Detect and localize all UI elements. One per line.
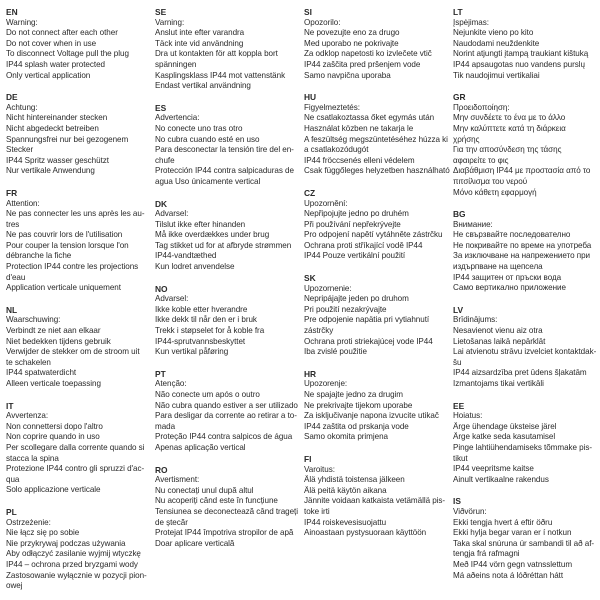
warning-line: Para desligar da corrente ao retirar a to-: [155, 411, 297, 421]
warning-line: Csak függőleges helyzetben használható: [304, 166, 450, 176]
language-code: HU: [304, 92, 317, 103]
warning-line: Verbindt ze niet aan elkaar: [6, 326, 101, 336]
warning-block-lv: [453, 305, 600, 390]
warning-line: Само вертикално приложение: [453, 283, 566, 293]
warning-line: tikut: [453, 453, 468, 463]
warning-heading: Ostrzeżenie:: [6, 517, 51, 527]
warning-line: Doar aplicare verticală: [155, 538, 235, 548]
warning-heading: Viðvörun:: [453, 506, 487, 516]
warning-block-fi: [304, 454, 453, 539]
warning-line: Samo navpična uporaba: [304, 70, 391, 80]
warning-line: qua: [6, 474, 20, 484]
warning-line: Nicht hintereinander stecken: [6, 113, 108, 123]
warning-line: owej: [6, 581, 23, 591]
warning-line: Med uporabo ne pokrivajte: [304, 38, 399, 48]
warning-block-sk: [304, 273, 453, 358]
warning-line: Zastosowanie wyłącznie w pozycji pion-: [6, 570, 147, 580]
warning-line: Não cubra quando estiver a ser utilizado: [155, 400, 298, 410]
warning-heading: Advarsel:: [155, 294, 189, 304]
warning-heading: Внимание:: [453, 219, 493, 229]
warning-line: Tensiunea se deconectează când trageți: [155, 506, 298, 516]
warning-line: Kasplingsklass IP44 mot vattenstänk: [155, 70, 286, 80]
warning-line: Lietošanas laikā nepārklāt: [453, 336, 546, 346]
warning-line: Nie przykrywaj podczas używania: [6, 538, 126, 548]
warning-line: Naudodami neuždenkite: [453, 38, 540, 48]
warning-line: Með IP44 vörn gegn vatnsslettum: [453, 559, 573, 569]
warning-line: Tilslut ikke efter hinanden: [155, 219, 246, 229]
warning-line: IP44 veepritsme kaitse: [453, 464, 534, 474]
warning-line: Μην καλύπτετε κατά τη διάρκεια: [453, 123, 566, 133]
warning-line: Nesavienot vienu aiz otra: [453, 326, 543, 336]
warning-line: IP44 roiskevesisuojattu: [304, 517, 387, 527]
warning-line: IP44 zaštita od prskanja vode: [304, 421, 409, 431]
warning-line: Lai atvienotu strāvu izvelciet kontaktdak-: [453, 347, 597, 357]
warning-line: Pri použití nezakrývajte: [304, 304, 387, 314]
warning-line: Endast vertikal användning: [155, 81, 251, 91]
warning-line: αφαιρείτε το φις: [453, 155, 509, 165]
warning-line: No conecte uno tras otro: [155, 123, 243, 133]
warning-line: Ne povezujte eno za drugo: [304, 28, 400, 38]
warning-line: χρήσης: [453, 134, 480, 144]
language-code: DK: [155, 198, 168, 209]
warning-line: Při používání nepřekrývejte: [304, 219, 401, 229]
warning-line: A feszültség megszüntetéséhez húzza ki: [304, 134, 448, 144]
language-code: FI: [304, 453, 312, 464]
language-code: FR: [6, 187, 18, 198]
warning-line: Nicht abgedeckt betreiben: [6, 123, 99, 133]
warning-line: IP44 zaščita pred pršenjem vode: [304, 59, 421, 69]
warning-line: a csatlakozódugót: [304, 145, 369, 155]
warning-block-si: [304, 7, 453, 81]
warning-line: Za isključivanje napona izvucite utikač: [304, 411, 439, 421]
warning-block-lt: [453, 7, 600, 81]
warning-block-dk: [155, 199, 304, 273]
warning-heading: Warning:: [6, 17, 38, 27]
language-code: CZ: [304, 187, 316, 198]
warning-heading: Avertisment:: [155, 475, 200, 485]
warning-line: chufe: [155, 155, 175, 165]
warning-heading: Upozornenie:: [304, 283, 352, 293]
warning-line: šu: [453, 357, 462, 367]
warning-line: Application verticale uniquement: [6, 283, 121, 293]
warning-line: πιτσίλισμα του νερού: [453, 176, 528, 186]
warning-line: Spannungsfrei nur bei gezogenem: [6, 134, 129, 144]
warning-block-nl: [6, 305, 155, 390]
warning-heading: Waarschuwing:: [6, 315, 61, 325]
warning-line: IP44 Spritz wasser geschützt: [6, 155, 109, 165]
warning-heading: Attention:: [6, 198, 40, 208]
warning-heading: Advarsel:: [155, 209, 189, 219]
warning-line: Ne csatlakoztassa őket egymás után: [304, 113, 435, 123]
language-code: LT: [453, 7, 463, 17]
language-code: SI: [304, 7, 312, 17]
warning-line: tres: [6, 219, 20, 229]
warning-block-ro: [155, 465, 304, 550]
warning-line: Ärge katke seda kasutamisel: [453, 432, 556, 442]
warning-heading: Opozorilo:: [304, 17, 341, 27]
warning-line: Ne pas connecter les uns après les au-: [6, 209, 145, 219]
warning-line: spänningen: [155, 59, 197, 69]
warning-line: Per scollegare dalla corrente quando si: [6, 442, 145, 452]
warning-block-bg: [453, 209, 600, 294]
warning-line: Taka skal snúruna úr sambandi til að af-: [453, 538, 595, 548]
warning-block-se: [155, 7, 304, 92]
language-code: IT: [6, 400, 14, 411]
warning-heading: Advertencia:: [155, 113, 200, 123]
warning-line: Ne pas couvrir lors de l'utilisation: [6, 230, 123, 240]
warning-line: Täck inte vid användning: [155, 38, 244, 48]
warning-line: IP44 защитен от пръски вода: [453, 272, 562, 282]
warning-line: Nepripájajte jeden po druhom: [304, 294, 409, 304]
warning-line: Älä peitä käytön aikana: [304, 485, 387, 495]
warning-line: IP44 spatwaterdicht: [6, 368, 77, 378]
warning-line: IP44 Pouze vertikální použití: [304, 251, 406, 261]
warning-line: Do not connect after each other: [6, 28, 118, 38]
warning-heading: Προειδοποίηση:: [453, 102, 510, 112]
warning-line: Használat közben ne takarja le: [304, 123, 414, 133]
warning-heading: Brīdinājums:: [453, 315, 498, 325]
warning-line: Solo applicazione verticale: [6, 485, 101, 495]
warning-line: Ochrana proti striekajúcej vode IP44: [304, 336, 433, 346]
warning-line: Ekki hylja begar varan er í notkun: [453, 528, 572, 538]
warning-block-cz: [304, 188, 453, 262]
warning-line: Kun vertikal påføring: [155, 347, 229, 357]
warning-line: Ne prekrivajte tijekom uporabe: [304, 400, 413, 410]
warning-line: d'eau: [6, 272, 26, 282]
column-3: [304, 7, 453, 600]
language-code: PL: [6, 506, 17, 517]
warning-block-fr: [6, 188, 155, 294]
warning-heading: Atenção:: [155, 379, 187, 389]
column-2: [155, 7, 304, 600]
warning-heading: Įspėjimas:: [453, 17, 489, 27]
language-code: SE: [155, 7, 167, 17]
warning-line: agua Uso únicamente vertical: [155, 176, 261, 186]
warning-line: Protección IP44 contra salpicaduras de: [155, 166, 294, 176]
warning-line: débranche la fiche: [6, 251, 72, 261]
warning-line: Pre odpojenie napätia pri vytiahnutí: [304, 315, 430, 325]
warning-line: Pro odpojení napětí vytáhněte zástrčku: [304, 230, 443, 240]
warning-line: Για την αποσύνδεση της τάσης: [453, 145, 562, 155]
warning-line: Μην συνδέετε το ένα με το άλλο: [453, 113, 566, 123]
warning-heading: Avvertenza:: [6, 411, 49, 421]
warning-line: Iba zvislé použitie: [304, 347, 367, 357]
warning-line: Protezione IP44 contro gli spruzzi d'ac-: [6, 464, 145, 474]
warning-line: Protection IP44 contre les projections: [6, 262, 139, 272]
warning-heading: Achtung:: [6, 102, 38, 112]
warning-block-de: [6, 92, 155, 177]
warning-heading: Upozorenje:: [304, 379, 348, 389]
warning-block-it: [6, 401, 155, 496]
column-1: [6, 7, 155, 600]
warning-line: Za odklop napetosti ko izvlečete vtič: [304, 49, 432, 59]
warning-line: Ne spajajte jedno za drugim: [304, 390, 403, 399]
language-code: GR: [453, 92, 466, 103]
warning-line: Nie łącz się po sobie: [6, 528, 80, 538]
warning-block-pt: [155, 369, 304, 454]
warning-line: Aby odłączyć zasilanie wyjmij wtyczkę: [6, 549, 141, 559]
warning-line: IP44 fröccsenés elleni védelem: [304, 155, 415, 165]
warning-line: Samo okomita primjena: [304, 432, 388, 442]
warning-line: Norint atjungti įtampą traukiant kištuką: [453, 49, 589, 59]
warning-heading: Upozornění:: [304, 198, 348, 208]
language-code: DE: [6, 92, 18, 103]
warning-line: te schakelen: [6, 357, 51, 367]
language-code: ES: [155, 102, 167, 113]
warning-line: Не покривайте по време на употреба: [453, 240, 592, 250]
warning-line: Nu acoperiți când este în funcțiune: [155, 496, 278, 506]
warning-line: IP44 splash water protected: [6, 59, 105, 69]
warning-line: Stecker: [6, 145, 34, 155]
language-code: HR: [304, 368, 317, 379]
language-code: NO: [155, 283, 168, 294]
warning-line: Pinge lahtiühendamiseks tõmmake pis-: [453, 442, 593, 452]
language-code: EE: [453, 400, 465, 411]
warning-line: IP44-sprutvannsbeskyttet: [155, 336, 246, 346]
warning-line: Izmantojams tikai vertikāli: [453, 379, 544, 388]
warning-line: Μόνο κάθετη εφαρμογή: [453, 187, 537, 197]
warning-heading: Hoiatus:: [453, 411, 483, 421]
warning-line: Verwijder de stekker om de stroom uit: [6, 347, 140, 357]
warning-block-is: [453, 496, 600, 581]
warning-line: Ochrana proti stříkající vodě IP44: [304, 240, 423, 250]
warning-line: Nepřipojujte jedno po druhém: [304, 209, 409, 219]
language-code: RO: [155, 464, 168, 475]
warning-block-hu: [304, 92, 453, 177]
warning-line: Only vertical application: [6, 70, 91, 80]
warning-block-gr: [453, 92, 600, 198]
warning-line: IP44 aizsardzība pret ūdens šļakatām: [453, 368, 587, 378]
warning-line: Apenas aplicação vertical: [155, 442, 246, 452]
language-code: LV: [453, 304, 464, 315]
warning-line: IP44-vandtæthed: [155, 251, 217, 261]
warning-line: Ainult vertikaalne rakendus: [453, 474, 549, 484]
warning-line: Tag stikket ud for at afbryde strømmen: [155, 240, 292, 250]
warning-line: Ainoastaan pystysuoraan käyttöön: [304, 528, 427, 538]
language-code: IS: [453, 496, 461, 507]
warning-line: Nur vertikale Anwendung: [6, 166, 95, 176]
warning-line: mada: [155, 421, 176, 431]
warning-line: Ikke koble etter hverandre: [155, 304, 248, 314]
warning-line: Älä yhdistä toistensa jälkeen: [304, 475, 405, 485]
warning-line: IP44 – ochrona przed bryzgami wody: [6, 559, 138, 569]
warning-line: Не свързвайте последователно: [453, 230, 571, 240]
warning-line: tengja frá rafmagni: [453, 549, 520, 559]
warning-line: Alleen verticale toepassing: [6, 379, 101, 388]
warning-line: toke irti: [304, 506, 330, 516]
language-code: SK: [304, 273, 316, 284]
warning-line: To disconnect Voltage pull the plug: [6, 49, 129, 59]
warning-line: Nu conectați unul după altul: [155, 485, 254, 495]
warning-line: Trekk i støpselet for å koble fra: [155, 326, 265, 336]
warning-block-es: [155, 103, 304, 188]
warning-line: Non connettersi dopo l'altro: [6, 421, 103, 431]
warning-line: zástrčky: [304, 326, 334, 336]
warning-line: Protejat IP44 împotriva stropilor de apă: [155, 528, 294, 538]
warning-line: Má aðeins nota á lóðréttan hátt: [453, 570, 564, 580]
warning-line: No cubra cuando esté en uso: [155, 134, 260, 144]
warning-line: Proteção IP44 contra salpicos de água: [155, 432, 293, 442]
warning-line: IP44 apsaugotas nuo vandens purslų: [453, 59, 585, 69]
warning-heading: Varoitus:: [304, 464, 335, 474]
warning-line: Niet bedekken tijdens gebruik: [6, 336, 111, 346]
warning-block-en: [6, 7, 155, 81]
warning-line: Kun lodret anvendelse: [155, 262, 235, 272]
warning-line: Ikke dekk til når den er i bruk: [155, 315, 257, 325]
warning-line: Para desconectar la tensión tire del en-: [155, 145, 294, 155]
warning-line: Nejunkite vieno po kito: [453, 28, 534, 38]
column-4: [453, 7, 600, 600]
warning-heading: Varning:: [155, 17, 185, 27]
warning-block-ee: [453, 401, 600, 486]
warning-line: издърпване на щепсела: [453, 262, 543, 272]
warning-line: Não conecte um após o outro: [155, 390, 260, 399]
warning-block-hr: [304, 369, 453, 443]
warning-line: Do not cover when in use: [6, 38, 97, 48]
warning-block-no: [155, 284, 304, 358]
warning-line: Anslut inte efter varandra: [155, 28, 245, 38]
warning-line: stacca la spina: [6, 453, 59, 463]
language-code: PT: [155, 368, 166, 379]
warning-line: Non coprire quando in uso: [6, 432, 100, 442]
warning-line: Ekki tengja hvert á eftir öðru: [453, 517, 553, 527]
language-code: BG: [453, 209, 466, 220]
warning-heading: Figyelmeztetés:: [304, 102, 360, 112]
warning-line: За изключване на напрежението при: [453, 251, 591, 261]
warning-block-pl: [6, 507, 155, 592]
warning-line: de ștecăr: [155, 517, 188, 527]
warning-line: Dra ut kontakten för att koppla bort: [155, 49, 278, 59]
warning-line: Pour couper la tension lorsque l'on: [6, 240, 129, 250]
warning-line: Διαβάθμιση IP44 με προστασία από το: [453, 166, 591, 176]
language-code: NL: [6, 304, 18, 315]
warning-line: Jännite voidaan katkaista vetämällä pis-: [304, 496, 446, 506]
warning-line: Ärge ühendage üksteise järel: [453, 421, 557, 431]
warning-line: Må ikke overdækkes under brug: [155, 230, 270, 240]
warning-line: Tik naudojimui vertikaliai: [453, 70, 540, 80]
language-code: EN: [6, 7, 18, 17]
